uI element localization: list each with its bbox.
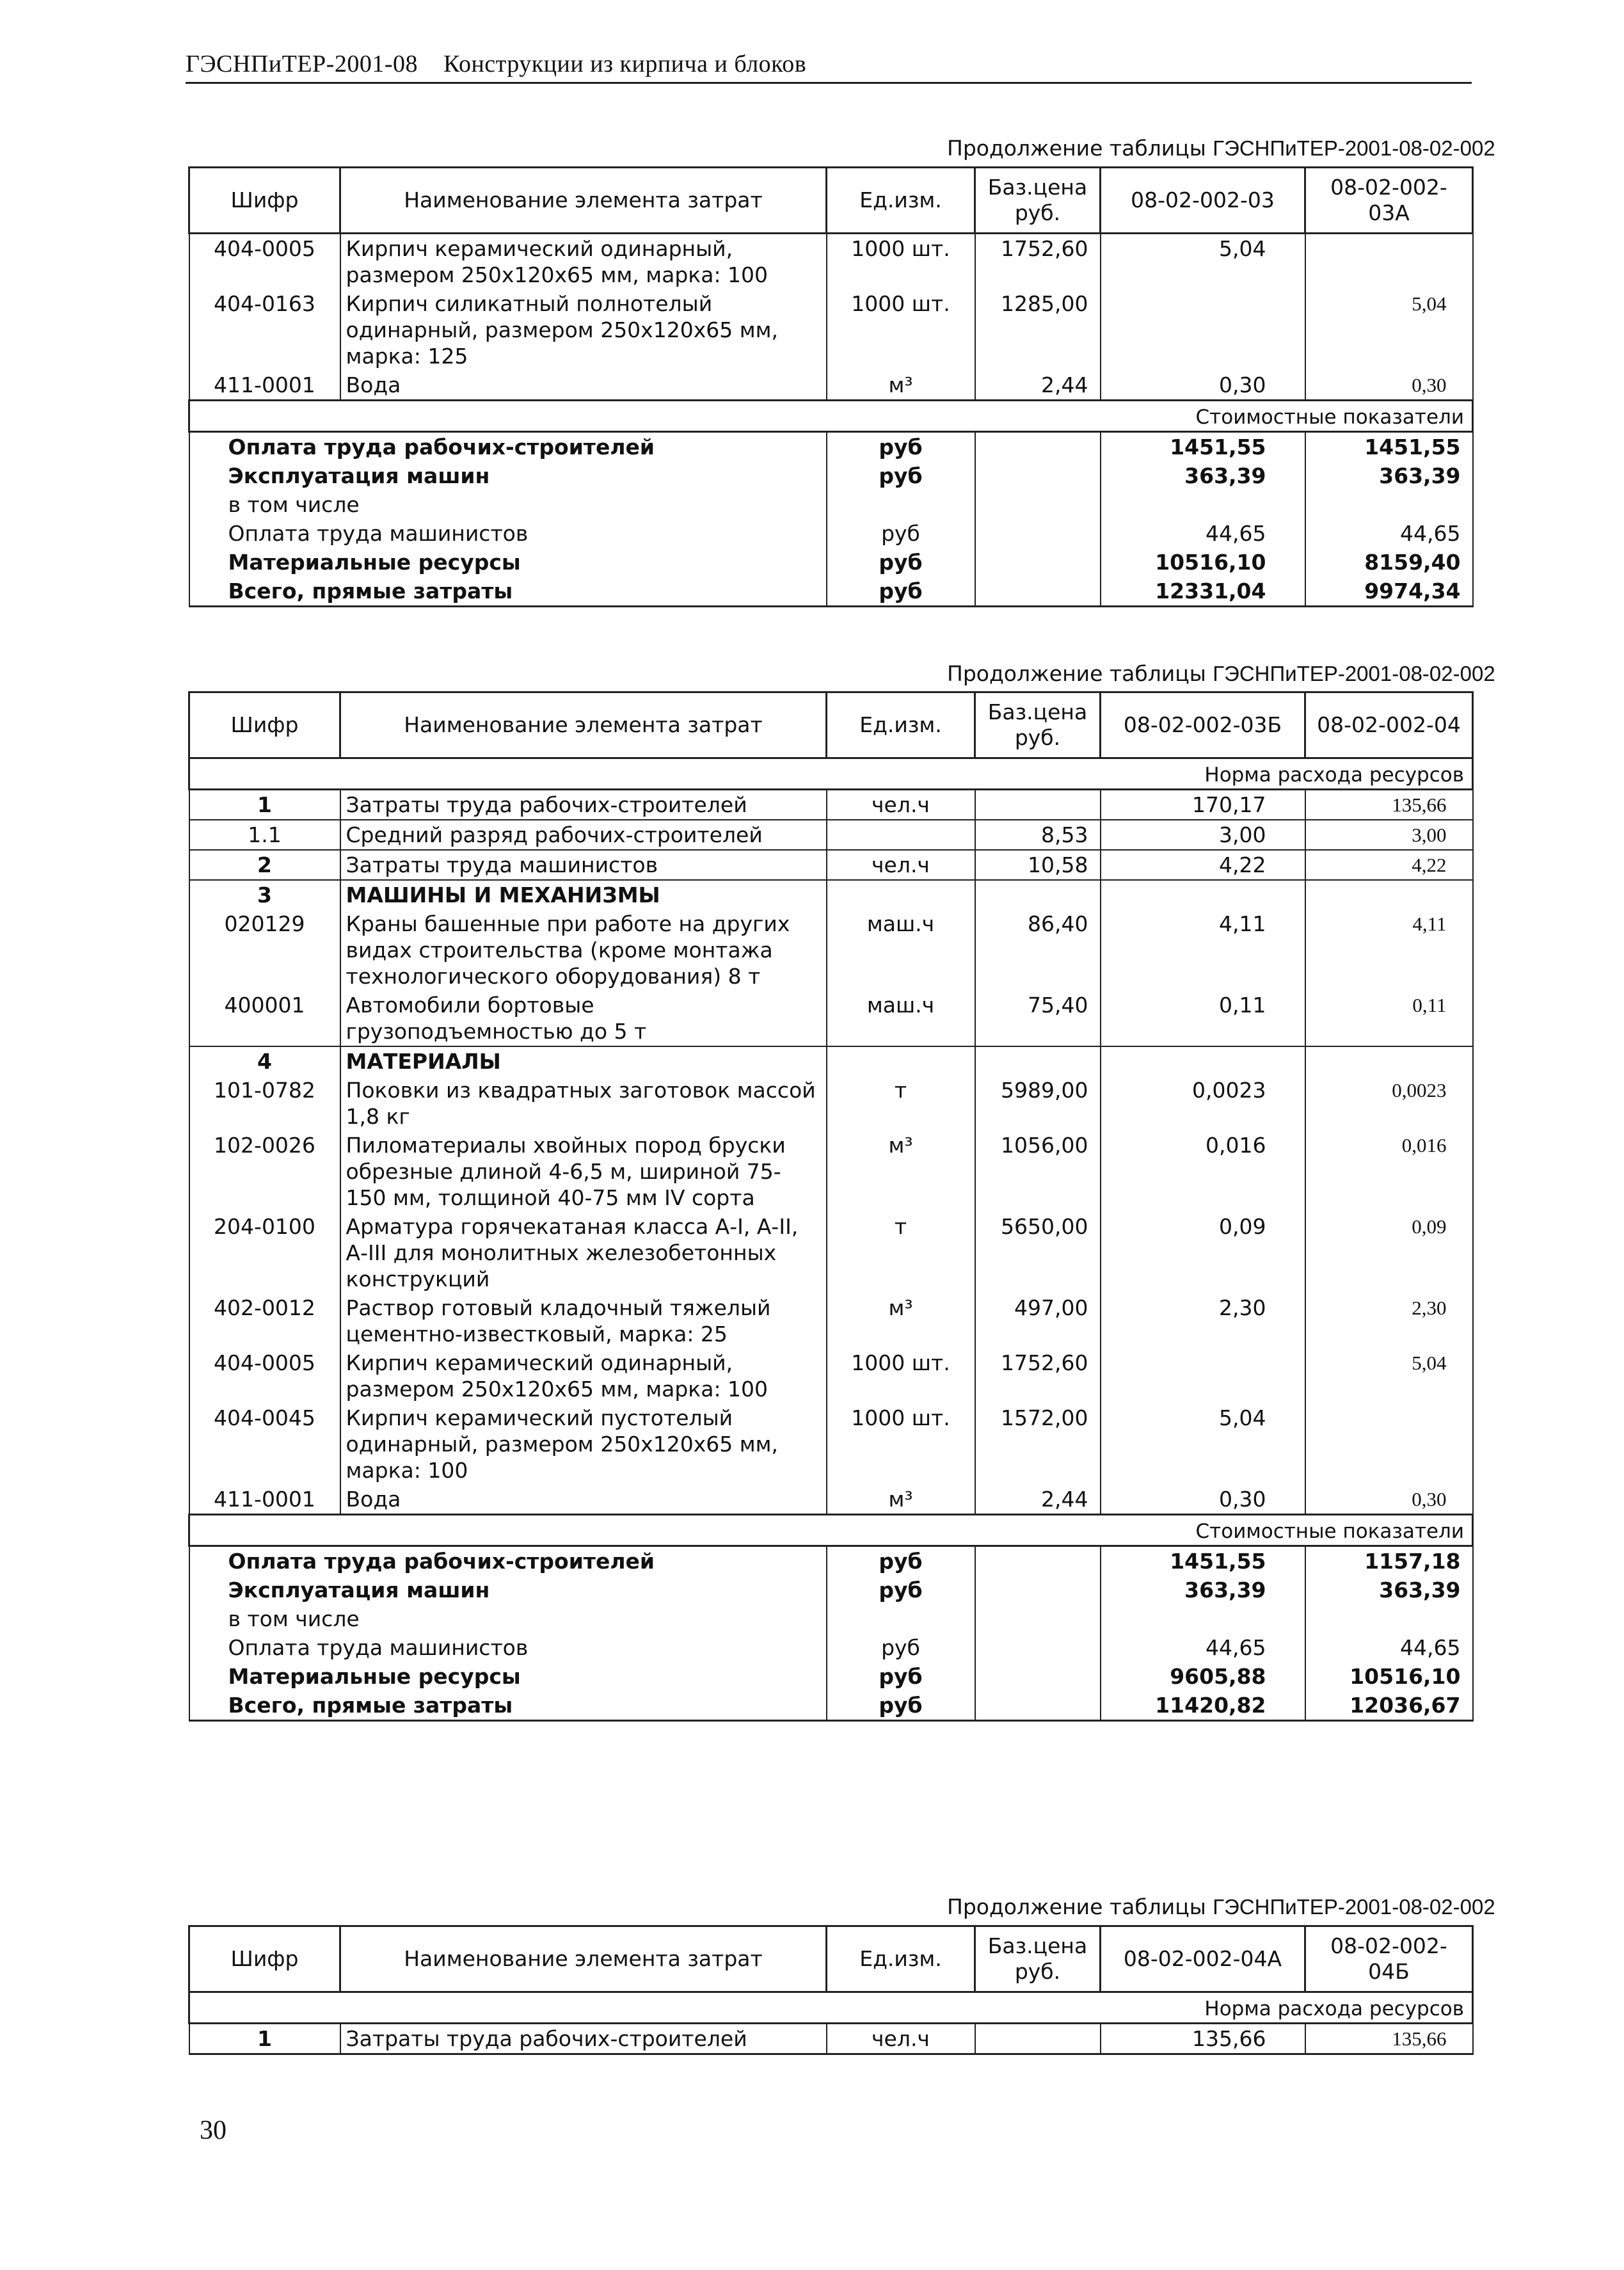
table-1-caption-code: ГЭСНПиТЕР-2001-08-02-002 xyxy=(1213,136,1495,160)
running-head-title: Конструкции из кирпича и блоков xyxy=(443,51,807,77)
cell-code: 404-0005 xyxy=(189,1348,340,1403)
total-label: Оплата труда машинистов xyxy=(189,1633,827,1662)
total-v1: 9605,88 xyxy=(1101,1662,1305,1691)
col-unit-header: Ед.изм. xyxy=(827,168,975,234)
col-v2-header: 08-02-002-04 xyxy=(1305,692,1473,758)
table-2-caption-code: ГЭСНПиТЕР-2001-08-02-002 xyxy=(1213,662,1495,685)
table-row xyxy=(189,1403,1473,1485)
cell-unit: 1000 шт. xyxy=(827,1403,975,1485)
total-price xyxy=(975,461,1101,490)
table-row xyxy=(189,850,1473,880)
cell-code: 2 xyxy=(189,850,340,880)
cell-unit: чел.ч xyxy=(827,790,975,820)
total-v2: 363,39 xyxy=(1305,461,1473,490)
cell-name: Затраты труда машинистов xyxy=(340,850,827,880)
cell-unit: чел.ч xyxy=(827,850,975,880)
total-price xyxy=(975,1576,1101,1604)
total-v2: 44,65 xyxy=(1305,1633,1473,1662)
cell-name: Кирпич силикатный полнотелый одинарный, размером 250x120x65 мм, марка: 125 xyxy=(340,289,827,371)
cell-unit: м³ xyxy=(827,1485,975,1515)
cell-v2: 5,04 xyxy=(1305,1348,1473,1403)
total-label: Материальные ресурсы xyxy=(189,1662,827,1691)
cell-code: 3 xyxy=(189,880,340,909)
total-unit: руб xyxy=(827,577,975,607)
table-row xyxy=(189,371,1473,401)
col-v2-header: 08-02-002-03А xyxy=(1305,168,1473,234)
cell-price: 5650,00 xyxy=(975,1212,1101,1293)
cell-v2 xyxy=(1305,880,1473,909)
cell-price xyxy=(975,1046,1101,1076)
cell-name: МАШИНЫ И МЕХАНИЗМЫ xyxy=(340,880,827,909)
cell-name: Арматура горячекатаная класса А-I, А-II, А-III для монолитных железобетонных конструкций xyxy=(340,1212,827,1293)
total-unit: руб xyxy=(827,1633,975,1662)
total-price xyxy=(975,1604,1101,1633)
total-v2: 12036,67 xyxy=(1305,1691,1473,1721)
section-band-label: Норма расхода ресурсов xyxy=(189,758,1473,790)
cell-name: Кирпич керамический одинарный, размером 250x120x65 мм, марка: 100 xyxy=(340,234,827,290)
table-row xyxy=(189,880,1473,909)
cell-v1: 2,30 xyxy=(1101,1293,1305,1348)
cell-name: Пиломатериалы хвойных пород бруски обрезные длиной 4-6,5 м, шириной 75-150 мм, толщиной 40-75 мм IV сорта xyxy=(340,1131,827,1212)
col-v1-header: 08-02-002-03 xyxy=(1101,168,1305,234)
cell-price xyxy=(975,790,1101,820)
col-code-header: Шифр xyxy=(189,168,340,234)
section-band xyxy=(189,1992,1473,2024)
total-label: в том числе xyxy=(189,490,827,519)
cell-v2: 0,11 xyxy=(1305,991,1473,1046)
cell-v1: 0,30 xyxy=(1101,371,1305,401)
table-header xyxy=(189,692,1473,758)
cell-unit xyxy=(827,880,975,909)
total-price xyxy=(975,1633,1101,1662)
section-band xyxy=(189,758,1473,790)
cell-v2: 0,09 xyxy=(1305,1212,1473,1293)
cell-name: Раствор готовый кладочный тяжелый цементно-известковый, марка: 25 xyxy=(340,1293,827,1348)
total-label: в том числе xyxy=(189,1604,827,1633)
page-number: 30 xyxy=(200,2116,227,2145)
totals-row xyxy=(189,490,1473,519)
col-unit-header: Ед.изм. xyxy=(827,692,975,758)
cell-unit: т xyxy=(827,1076,975,1131)
table-row xyxy=(189,820,1473,850)
total-v1: 1451,55 xyxy=(1101,432,1305,462)
totals-row xyxy=(189,1691,1473,1721)
total-v1: 12331,04 xyxy=(1101,577,1305,607)
table-3 xyxy=(188,1925,1474,2055)
cell-v1: 170,17 xyxy=(1101,790,1305,820)
cell-v2: 135,66 xyxy=(1305,2024,1473,2054)
table-row xyxy=(189,991,1473,1046)
cell-v1: 5,04 xyxy=(1101,1403,1305,1485)
cell-v1: 135,66 xyxy=(1101,2024,1305,2054)
cell-code: 4 xyxy=(189,1046,340,1076)
total-v2: 10516,10 xyxy=(1305,1662,1473,1691)
cell-price: 2,44 xyxy=(975,1485,1101,1515)
total-label: Эксплуатация машин xyxy=(189,1576,827,1604)
section-band-label: Стоимостные показатели xyxy=(189,1515,1473,1546)
total-v1: 363,39 xyxy=(1101,1576,1305,1604)
col-price-header: Баз.цена руб. xyxy=(975,168,1101,234)
totals-row xyxy=(189,1662,1473,1691)
cell-price: 75,40 xyxy=(975,991,1101,1046)
cell-price: 1752,60 xyxy=(975,1348,1101,1403)
cell-unit: чел.ч xyxy=(827,2024,975,2054)
cell-price: 86,40 xyxy=(975,909,1101,991)
cell-v2 xyxy=(1305,1403,1473,1485)
table-row xyxy=(189,1046,1473,1076)
cell-v2: 5,04 xyxy=(1305,289,1473,371)
cell-name: Кирпич керамический одинарный, размером 250x120x65 мм, марка: 100 xyxy=(340,1348,827,1403)
total-label: Оплата труда рабочих-строителей xyxy=(189,1546,827,1576)
cell-name: Вода xyxy=(340,1485,827,1515)
cell-unit: м³ xyxy=(827,1131,975,1212)
total-unit: руб xyxy=(827,548,975,577)
cell-v1: 3,00 xyxy=(1101,820,1305,850)
cell-price: 2,44 xyxy=(975,371,1101,401)
total-v2 xyxy=(1305,490,1473,519)
total-label: Материальные ресурсы xyxy=(189,548,827,577)
section-band xyxy=(189,401,1473,432)
totals-row xyxy=(189,519,1473,548)
cell-v1: 5,04 xyxy=(1101,234,1305,290)
cell-v2: 0,0023 xyxy=(1305,1076,1473,1131)
cell-unit: м³ xyxy=(827,371,975,401)
cell-unit: м³ xyxy=(827,1293,975,1348)
table-row xyxy=(189,909,1473,991)
table-row xyxy=(189,1293,1473,1348)
col-v1-header: 08-02-002-04А xyxy=(1101,1926,1305,1992)
cell-price: 1285,00 xyxy=(975,289,1101,371)
cell-code: 1 xyxy=(189,790,340,820)
table-2-caption xyxy=(947,661,1495,686)
cell-v2: 4,22 xyxy=(1305,850,1473,880)
cell-name: Поковки из квадратных заготовок массой 1,8 кг xyxy=(340,1076,827,1131)
table-row xyxy=(189,1212,1473,1293)
col-v2-header: 08-02-002-04Б xyxy=(1305,1926,1473,1992)
total-price xyxy=(975,577,1101,607)
cell-v1 xyxy=(1101,880,1305,909)
section-band-label: Норма расхода ресурсов xyxy=(189,1992,1473,2024)
table-1-caption-prefix: Продолжение таблицы xyxy=(947,136,1206,161)
table-row xyxy=(189,234,1473,290)
total-v1: 1451,55 xyxy=(1101,1546,1305,1576)
cell-v1 xyxy=(1101,1348,1305,1403)
col-price-header: Баз.цена руб. xyxy=(975,692,1101,758)
totals-row xyxy=(189,1546,1473,1576)
total-label: Всего, прямые затраты xyxy=(189,1691,827,1721)
total-unit: руб xyxy=(827,432,975,462)
total-v1: 44,65 xyxy=(1101,519,1305,548)
cell-v1: 0,09 xyxy=(1101,1212,1305,1293)
col-name-header: Наименование элемента затрат xyxy=(340,692,827,758)
totals-row xyxy=(189,1604,1473,1633)
table-row xyxy=(189,1348,1473,1403)
cell-code: 1.1 xyxy=(189,820,340,850)
total-price xyxy=(975,1662,1101,1691)
total-v1: 44,65 xyxy=(1101,1633,1305,1662)
cell-price: 8,53 xyxy=(975,820,1101,850)
cell-code: 402-0012 xyxy=(189,1293,340,1348)
total-price xyxy=(975,519,1101,548)
cell-price: 497,00 xyxy=(975,1293,1101,1348)
cell-code: 020129 xyxy=(189,909,340,991)
cell-v2: 4,11 xyxy=(1305,909,1473,991)
cell-name: МАТЕРИАЛЫ xyxy=(340,1046,827,1076)
cell-code: 204-0100 xyxy=(189,1212,340,1293)
cell-unit: т xyxy=(827,1212,975,1293)
cell-code: 102-0026 xyxy=(189,1131,340,1212)
total-v1 xyxy=(1101,490,1305,519)
cell-v2 xyxy=(1305,234,1473,290)
section-band xyxy=(189,1515,1473,1546)
cell-v2 xyxy=(1305,1046,1473,1076)
cell-name: Кирпич керамический пустотелый одинарный, размером 250x120x65 мм, марка: 100 xyxy=(340,1403,827,1485)
total-v2: 1157,18 xyxy=(1305,1546,1473,1576)
cell-name: Затраты труда рабочих-строителей xyxy=(340,790,827,820)
cell-code: 404-0005 xyxy=(189,234,340,290)
cell-name: Краны башенные при работе на других видах строительства (кроме монтажа технологического оборудования) 8 т xyxy=(340,909,827,991)
table-3-caption-prefix: Продолжение таблицы xyxy=(947,1894,1206,1919)
cell-name: Вода xyxy=(340,371,827,401)
total-unit: руб xyxy=(827,1691,975,1721)
cell-code: 101-0782 xyxy=(189,1076,340,1131)
cell-unit: 1000 шт. xyxy=(827,1348,975,1403)
cell-v1: 0,11 xyxy=(1101,991,1305,1046)
cell-v1 xyxy=(1101,289,1305,371)
totals-row xyxy=(189,577,1473,607)
table-row xyxy=(189,1076,1473,1131)
total-unit: руб xyxy=(827,519,975,548)
cell-price: 1056,00 xyxy=(975,1131,1101,1212)
totals-row xyxy=(189,432,1473,462)
table-3-caption xyxy=(947,1894,1495,1919)
total-unit: руб xyxy=(827,1546,975,1576)
cell-v1: 0,0023 xyxy=(1101,1076,1305,1131)
col-price-header: Баз.цена руб. xyxy=(975,1926,1101,1992)
cell-v2: 0,016 xyxy=(1305,1131,1473,1212)
table-row xyxy=(189,1485,1473,1515)
col-unit-header: Ед.изм. xyxy=(827,1926,975,1992)
totals-row xyxy=(189,1576,1473,1604)
cell-unit: 1000 шт. xyxy=(827,289,975,371)
total-unit xyxy=(827,490,975,519)
table-1 xyxy=(188,166,1474,607)
col-code-header: Шифр xyxy=(189,1926,340,1992)
totals-row xyxy=(189,548,1473,577)
col-name-header: Наименование элемента затрат xyxy=(340,168,827,234)
cell-v1: 4,11 xyxy=(1101,909,1305,991)
table-header xyxy=(189,1926,1473,1992)
total-v1: 11420,82 xyxy=(1101,1691,1305,1721)
cell-v1: 0,016 xyxy=(1101,1131,1305,1212)
total-label: Всего, прямые затраты xyxy=(189,577,827,607)
table-2 xyxy=(188,691,1474,1722)
cell-name: Средний разряд рабочих-строителей xyxy=(340,820,827,850)
col-name-header: Наименование элемента затрат xyxy=(340,1926,827,1992)
cell-price: 5989,00 xyxy=(975,1076,1101,1131)
total-price xyxy=(975,490,1101,519)
total-unit: руб xyxy=(827,1662,975,1691)
cell-code: 404-0163 xyxy=(189,289,340,371)
cell-v2: 0,30 xyxy=(1305,371,1473,401)
cell-price: 10,58 xyxy=(975,850,1101,880)
cell-v1: 4,22 xyxy=(1101,850,1305,880)
cell-unit: маш.ч xyxy=(827,909,975,991)
total-price xyxy=(975,548,1101,577)
running-head xyxy=(186,50,1472,84)
totals-row xyxy=(189,461,1473,490)
table-1-caption xyxy=(947,136,1495,161)
cell-v1 xyxy=(1101,1046,1305,1076)
total-v2: 9974,34 xyxy=(1305,577,1473,607)
section-band-label: Стоимостные показатели xyxy=(189,401,1473,432)
cell-v1: 0,30 xyxy=(1101,1485,1305,1515)
table-row xyxy=(189,790,1473,820)
cell-price xyxy=(975,880,1101,909)
total-price xyxy=(975,1546,1101,1576)
cell-price xyxy=(975,2024,1101,2054)
table-row xyxy=(189,1131,1473,1212)
cell-code: 411-0001 xyxy=(189,1485,340,1515)
table-row xyxy=(189,2024,1473,2054)
total-price xyxy=(975,432,1101,462)
total-label: Оплата труда рабочих-строителей xyxy=(189,432,827,462)
cell-unit xyxy=(827,1046,975,1076)
total-v1: 363,39 xyxy=(1101,461,1305,490)
cell-name: Автомобили бортовые грузоподъемностью до 5 т xyxy=(340,991,827,1046)
cell-unit: маш.ч xyxy=(827,991,975,1046)
table-2-caption-prefix: Продолжение таблицы xyxy=(947,661,1206,686)
cell-code: 411-0001 xyxy=(189,371,340,401)
col-v1-header: 08-02-002-03Б xyxy=(1101,692,1305,758)
cell-name: Затраты труда рабочих-строителей xyxy=(340,2024,827,2054)
running-head-series: ГЭСНПиТЕР-2001-08 xyxy=(186,51,418,77)
total-unit xyxy=(827,1604,975,1633)
cell-code: 400001 xyxy=(189,991,340,1046)
total-v2: 1451,55 xyxy=(1305,432,1473,462)
total-v2 xyxy=(1305,1604,1473,1633)
table-header xyxy=(189,168,1473,234)
cell-unit xyxy=(827,820,975,850)
cell-unit: 1000 шт. xyxy=(827,234,975,290)
cell-v2: 0,30 xyxy=(1305,1485,1473,1515)
total-v2: 8159,40 xyxy=(1305,548,1473,577)
col-code-header: Шифр xyxy=(189,692,340,758)
totals-row xyxy=(189,1633,1473,1662)
cell-v2: 3,00 xyxy=(1305,820,1473,850)
total-v1 xyxy=(1101,1604,1305,1633)
total-v1: 10516,10 xyxy=(1101,548,1305,577)
total-label: Оплата труда машинистов xyxy=(189,519,827,548)
total-v2: 363,39 xyxy=(1305,1576,1473,1604)
total-unit: руб xyxy=(827,461,975,490)
cell-v2: 2,30 xyxy=(1305,1293,1473,1348)
cell-price: 1572,00 xyxy=(975,1403,1101,1485)
table-row xyxy=(189,289,1473,371)
table-3-caption-code: ГЭСНПиТЕР-2001-08-02-002 xyxy=(1213,1895,1495,1919)
cell-code: 1 xyxy=(189,2024,340,2054)
total-v2: 44,65 xyxy=(1305,519,1473,548)
cell-code: 404-0045 xyxy=(189,1403,340,1485)
cell-v2: 135,66 xyxy=(1305,790,1473,820)
total-price xyxy=(975,1691,1101,1721)
total-label: Эксплуатация машин xyxy=(189,461,827,490)
cell-price: 1752,60 xyxy=(975,234,1101,290)
total-unit: руб xyxy=(827,1576,975,1604)
